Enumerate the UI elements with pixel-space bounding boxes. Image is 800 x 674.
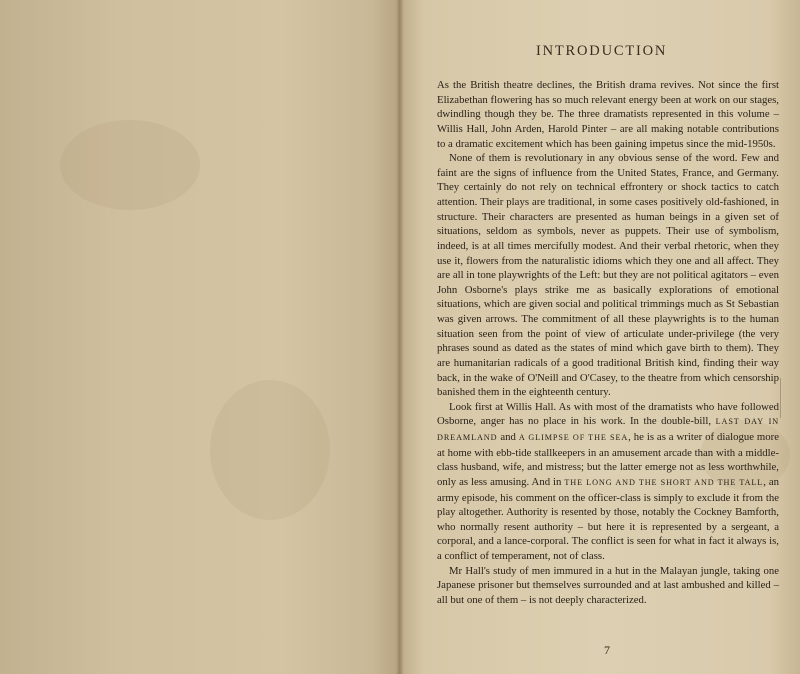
paragraph-3-text-b: , he is as a writer of dialogue more at home with ebb-tide stallkeepers in an amusement arcade than with a middle-class husband, wife, and mistress; but the latter emerge not as less worthwhile, only as less amusing. And in — [437, 431, 780, 488]
paragraph-3-and: and — [500, 431, 516, 443]
play-title-a-glimpse-of-the-sea: A GLIMPSE OF THE SEA — [518, 433, 629, 442]
body-text — [437, 78, 779, 608]
paragraph-3-text-a: Look first at Willis Hall. As with most of the dramatists who have followed Osborne, anger has no place in his work. In the double-bill, — [437, 400, 779, 428]
page-heading: INTRODUCTION — [536, 43, 668, 59]
play-title-last-day-in-dreamland: LAST DAY IN DREAMLAND — [437, 417, 780, 442]
paragraph-3-text-c: , an army episode, his comment on the officer-class is simply to exclude it from the play altogether. Authority is resented by those, notably the Cockney Bamforth, who normally resent authority – but here it is represented by a sergeant, a corporal, and a lance-corporal. The conflict is seen for what in fact it always is, a conflict of temperament, not of class. — [437, 475, 779, 562]
play-title-the-long-and-the-short-and-the-tall: THE LONG AND THE SHORT AND THE TALL — [564, 477, 764, 487]
paper-stain — [210, 380, 330, 520]
paragraph-2: None of them is revolutionary in any obvious sense of the word. Few and faint are the signs of influence from the United States, France, and Germany. They certainly do not rely on technical effrontery or shock tactics to catch attention. Their plays are traditional, in some cases positively old-fashioned, in structure. Their characters are presented as human beings in a given set of situations, seldom as symbols, never as puppets. Their use of symbolism, indeed, is at all times mercifully modest. And their verbal rhetoric, when they use it, flowers from the naturalistic idioms which they one and all affect. They are all in tone playwrights of the Left: but they are not political agitators – even John Osborne's plays strike me as basically explorations of emotional situations, which are given social and political trimmings much as St Sebastian was given arrows. The commitment of all these playwrights is to the human situation seen from the point of view of articulate under-privilege (the very phrases sound as dated as the states of mind which gave birth to them). They are humanitarian radicals of a good traditional British kind, finding their way back, in the wake of O'Neill and O'Casey, to the theatre from which censorship banished them in the eighteenth century. — [437, 152, 779, 399]
paragraph-4: Mr Hall's study of men immured in a hut in the Malayan jungle, taking one Japanese prisoner but themselves surrounded and at last ambushed and killed – all but one of them – is not deeply characterized. — [437, 564, 779, 606]
paper-stain — [60, 120, 200, 210]
pencil-margin-mark — [780, 378, 781, 418]
paragraph-3 — [437, 400, 779, 564]
book-gutter — [396, 0, 404, 674]
page-number: 7 — [604, 643, 610, 657]
paragraph-1: As the British theatre declines, the British drama revives. Not since the first Elizabethan flowering has so much relevant energy been at work on our stages, dwindling though they be. The three dramatists represented in this volume – Willis Hall, John Arden, Harold Pinter – are all making notable contributions to a dramatic excitement which has been gaining impetus since the mid-1950s. — [437, 79, 779, 150]
